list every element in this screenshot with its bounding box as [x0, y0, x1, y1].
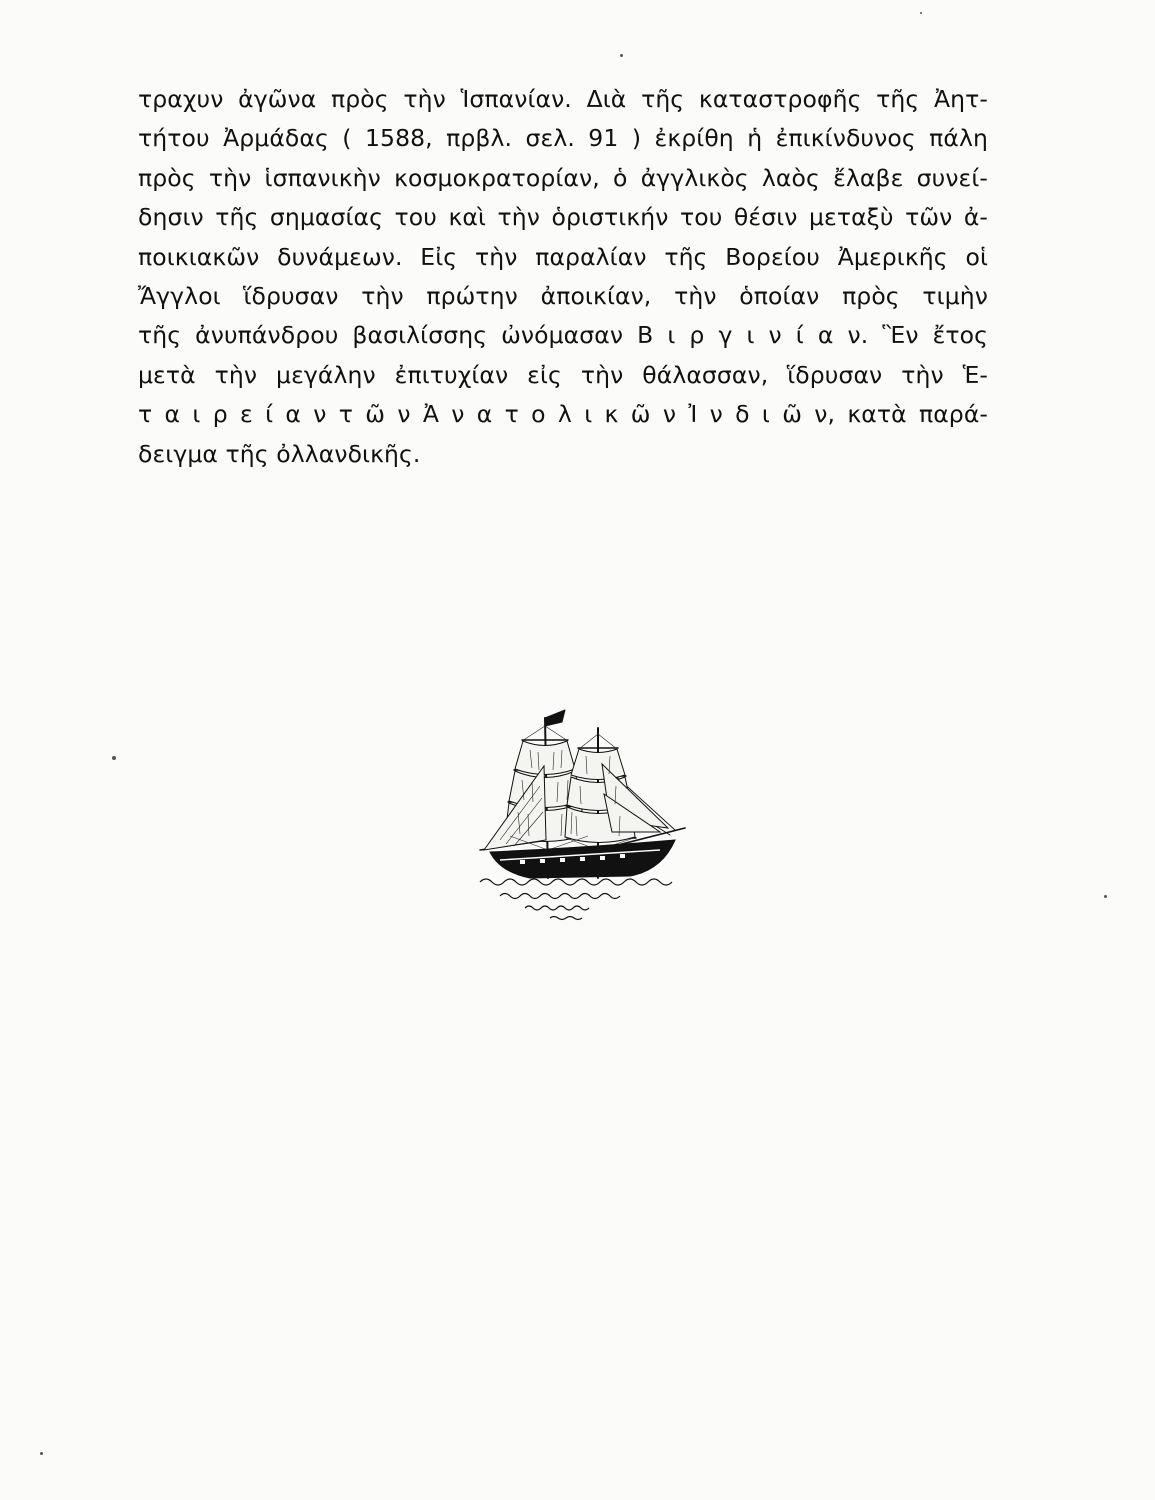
text-line-6: Ἄγγλοι ἵδρυσαν τὴν πρώτην ἀποικίαν, τὴν ὁποίαν πρὸς τιμὴν: [138, 281, 988, 310]
text-line-4: δησιν τῆς σημασίας του καὶ τὴν ὁριστικήν του θέσιν μεταξὺ τῶν ἀ-: [138, 203, 988, 232]
text-line-10: δειγμα τῆς ὀλλανδικῆς.: [138, 439, 421, 468]
text-line-5: ποικιακῶν δυνάμεων. Εἰς τὴν παραλίαν τῆς Βορείου Ἀμερικῆς οἱ: [138, 242, 988, 271]
body-text: [138, 80, 988, 474]
text-line-3: πρὸς τὴν ἱσπανικὴν κοσμοκρατορίαν, ὁ ἀγγλικὸς λαὸς ἔλαβε συνεί-: [138, 163, 988, 192]
scan-speck: [620, 54, 623, 57]
text-line-7: τῆς ἀνυπάνδρου βασιλίσσης ὠνόμασαν Β ι ρ γ ι ν ί α ν. Ἓν ἔτος: [138, 321, 988, 350]
sailing-ship-illustration: [470, 700, 695, 925]
text-line-9: τ α ι ρ ε ί α ν τ ῶ ν Ἀ ν α τ ο λ ι κ ῶ ν Ἰ ν δ ι ῶ ν, κατὰ παρά-: [138, 400, 988, 429]
text-line-8: μετὰ τὴν μεγάλην ἐπιτυχίαν εἰς τὴν θάλασσαν, ἵδρυσαν τὴν Ἑ-: [138, 360, 988, 389]
scan-speck: [1104, 895, 1107, 898]
text-line-2: τήτου Ἀρμάδας ( 1588, πρβλ. σελ. 91 ) ἐκρίθη ἡ ἐπικίνδυνος πάλη: [138, 124, 988, 153]
text-line-1: τραχυν ἀγῶνα πρὸς τὴν Ἱσπανίαν. Διὰ τῆς καταστροφῆς τῆς Ἀητ-: [138, 85, 988, 113]
scan-speck: [40, 1452, 43, 1455]
scan-speck: [112, 756, 116, 760]
scan-speck: [920, 12, 922, 14]
